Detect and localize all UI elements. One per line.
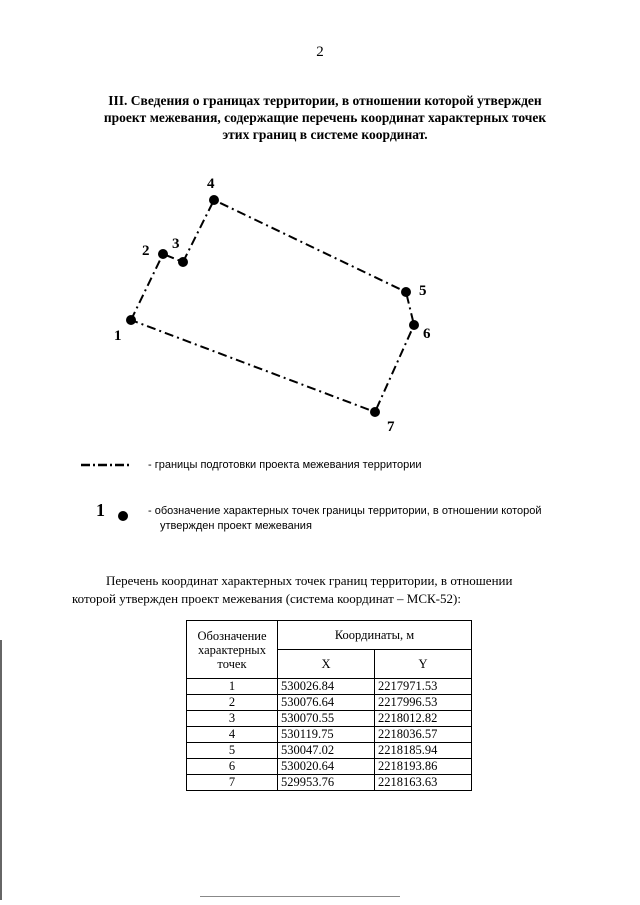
cell-x: 530026.84 bbox=[278, 679, 375, 695]
vertex-3 bbox=[178, 257, 188, 267]
cell-point: 6 bbox=[187, 759, 278, 775]
table-row bbox=[187, 759, 472, 775]
table-row bbox=[187, 695, 472, 711]
vertex-label-6: 6 bbox=[423, 326, 431, 342]
coordinates-table bbox=[186, 620, 472, 791]
page-number: 2 bbox=[316, 44, 324, 60]
header-x: X bbox=[278, 650, 375, 679]
vertex-1 bbox=[126, 315, 136, 325]
cell-y: 2217971.53 bbox=[375, 679, 472, 695]
header-y: Y bbox=[375, 650, 472, 679]
vertex-label-5: 5 bbox=[419, 283, 427, 299]
cell-y: 2218012.82 bbox=[375, 711, 472, 727]
table-row bbox=[187, 727, 472, 743]
cell-point: 3 bbox=[187, 711, 278, 727]
scan-artifact-edge bbox=[0, 640, 2, 900]
cell-x: 530020.64 bbox=[278, 759, 375, 775]
vertex-label-2: 2 bbox=[142, 243, 150, 259]
vertex-7 bbox=[370, 407, 380, 417]
cell-point: 5 bbox=[187, 743, 278, 759]
table-row bbox=[187, 775, 472, 791]
cell-y: 2218036.57 bbox=[375, 727, 472, 743]
heading-line-3: этих границ в системе координат. bbox=[222, 127, 428, 142]
boundary-polygon bbox=[131, 200, 414, 412]
intro-line-1: Перечень координат характерных точек границ территории, в отношении bbox=[106, 573, 513, 588]
vertex-5 bbox=[401, 287, 411, 297]
heading-line-1: III. Сведения о границах территории, в отношении которой утвержден bbox=[108, 93, 542, 108]
vertex-4 bbox=[209, 195, 219, 205]
vertex-label-7: 7 bbox=[387, 419, 395, 435]
cell-point: 7 bbox=[187, 775, 278, 791]
heading-line-2: проект межевания, содержащие перечень координат характерных точек bbox=[103, 110, 547, 125]
cell-y: 2218163.63 bbox=[375, 775, 472, 791]
vertex-label-4: 4 bbox=[207, 176, 215, 192]
table-row bbox=[187, 743, 472, 759]
scan-artifact-line bbox=[200, 896, 400, 897]
table-row bbox=[187, 679, 472, 695]
cell-y: 2218193.86 bbox=[375, 759, 472, 775]
table-row bbox=[187, 711, 472, 727]
cell-point: 2 bbox=[187, 695, 278, 711]
cell-point: 1 bbox=[187, 679, 278, 695]
header-coordinates: Координаты, м bbox=[278, 621, 472, 650]
cell-x: 530076.64 bbox=[278, 695, 375, 711]
vertex-label-1: 1 bbox=[114, 328, 122, 344]
vertex-label-3: 3 bbox=[172, 236, 180, 252]
cell-x: 529953.76 bbox=[278, 775, 375, 791]
header-point-designation: Обозначение характерных точек bbox=[187, 621, 278, 679]
cell-x: 530119.75 bbox=[278, 727, 375, 743]
cell-x: 530070.55 bbox=[278, 711, 375, 727]
legend-point-number: 1 bbox=[96, 500, 105, 520]
cell-point: 4 bbox=[187, 727, 278, 743]
coordinates-intro bbox=[72, 572, 592, 608]
intro-line-2: которой утвержден проект межевания (система координат – МСК-52): bbox=[72, 591, 461, 606]
vertex-2 bbox=[158, 249, 168, 259]
vertex-6 bbox=[409, 320, 419, 330]
legend-line-text: - границы подготовки проекта межевания территории bbox=[148, 459, 422, 471]
cell-x: 530047.02 bbox=[278, 743, 375, 759]
legend-point-text-1: - обозначение характерных точек границы территории, в отношении которой bbox=[148, 505, 542, 517]
legend-point-text-2: утвержден проект межевания bbox=[160, 520, 312, 532]
legend-point-dot bbox=[118, 511, 128, 521]
cell-y: 2217996.53 bbox=[375, 695, 472, 711]
cell-y: 2218185.94 bbox=[375, 743, 472, 759]
